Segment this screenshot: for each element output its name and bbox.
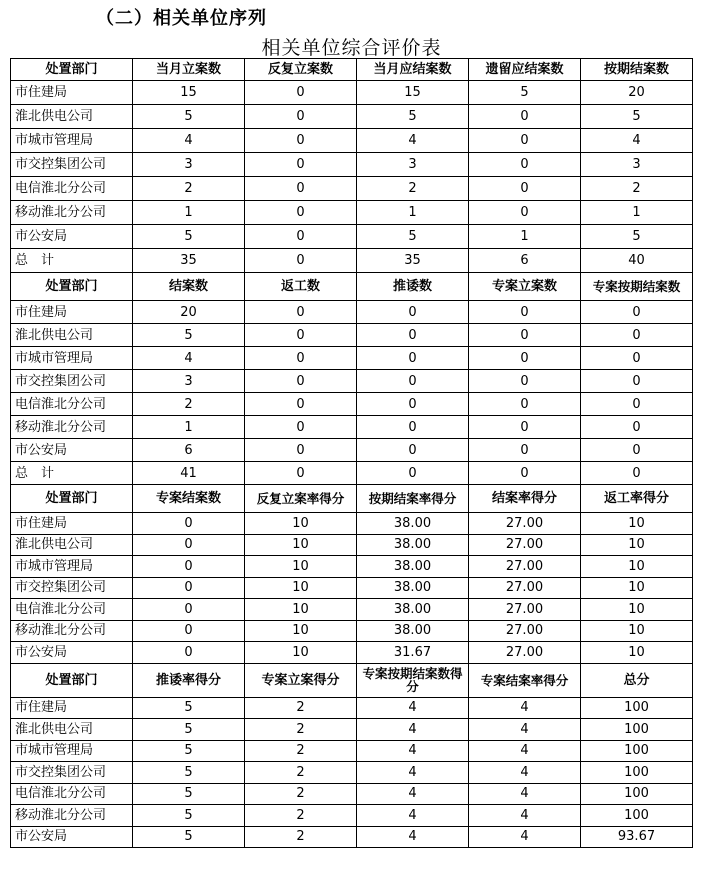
column-header: 专案按期结案数 bbox=[581, 273, 693, 301]
department-cell: 市公安局 bbox=[11, 225, 133, 249]
table-row bbox=[11, 620, 693, 642]
evaluation-table bbox=[10, 58, 693, 848]
value-cell: 38.00 bbox=[357, 556, 469, 578]
table-row bbox=[11, 513, 693, 535]
department-cell: 市住建局 bbox=[11, 697, 133, 719]
table-row bbox=[11, 556, 693, 578]
value-cell: 1 bbox=[581, 201, 693, 225]
value-cell: 20 bbox=[581, 81, 693, 105]
value-cell: 0 bbox=[357, 301, 469, 324]
value-cell: 4 bbox=[133, 129, 245, 153]
table-title: 相关单位综合评价表 bbox=[261, 37, 442, 59]
value-cell: 2 bbox=[245, 719, 357, 741]
value-cell: 4 bbox=[469, 826, 581, 848]
department-cell: 淮北供电公司 bbox=[11, 105, 133, 129]
value-cell: 5 bbox=[133, 826, 245, 848]
table-row bbox=[11, 762, 693, 784]
department-cell: 市交控集团公司 bbox=[11, 153, 133, 177]
table-header-row bbox=[11, 485, 693, 513]
table-row bbox=[11, 249, 693, 273]
value-cell: 0 bbox=[581, 393, 693, 416]
department-cell: 移动淮北分公司 bbox=[11, 805, 133, 827]
value-cell: 15 bbox=[357, 81, 469, 105]
value-cell: 0 bbox=[357, 462, 469, 485]
value-cell: 3 bbox=[133, 153, 245, 177]
table-row bbox=[11, 534, 693, 556]
value-cell: 35 bbox=[357, 249, 469, 273]
department-cell: 电信淮北分公司 bbox=[11, 599, 133, 621]
table-row bbox=[11, 393, 693, 416]
value-cell: 0 bbox=[469, 201, 581, 225]
value-cell: 0 bbox=[581, 347, 693, 370]
table-row bbox=[11, 697, 693, 719]
value-cell: 0 bbox=[245, 462, 357, 485]
table-row bbox=[11, 225, 693, 249]
department-cell: 市城市管理局 bbox=[11, 740, 133, 762]
department-cell: 淮北供电公司 bbox=[11, 324, 133, 347]
value-cell: 3 bbox=[357, 153, 469, 177]
department-cell: 市城市管理局 bbox=[11, 129, 133, 153]
department-cell: 市住建局 bbox=[11, 301, 133, 324]
value-cell: 93.67 bbox=[581, 826, 693, 848]
value-cell: 0 bbox=[469, 416, 581, 439]
value-cell: 10 bbox=[581, 556, 693, 578]
value-cell: 38.00 bbox=[357, 577, 469, 599]
value-cell: 4 bbox=[469, 719, 581, 741]
value-cell: 10 bbox=[581, 534, 693, 556]
value-cell: 0 bbox=[245, 153, 357, 177]
value-cell: 10 bbox=[245, 642, 357, 664]
value-cell: 2 bbox=[581, 177, 693, 201]
value-cell: 0 bbox=[133, 534, 245, 556]
value-cell: 100 bbox=[581, 762, 693, 784]
department-cell: 电信淮北分公司 bbox=[11, 783, 133, 805]
value-cell: 10 bbox=[581, 577, 693, 599]
value-cell: 0 bbox=[469, 177, 581, 201]
value-cell: 5 bbox=[133, 697, 245, 719]
column-header: 处置部门 bbox=[11, 663, 133, 697]
table-row bbox=[11, 105, 693, 129]
value-cell: 38.00 bbox=[357, 513, 469, 535]
value-cell: 4 bbox=[469, 805, 581, 827]
value-cell: 4 bbox=[357, 719, 469, 741]
table-row bbox=[11, 577, 693, 599]
column-header: 处置部门 bbox=[11, 59, 133, 81]
value-cell: 0 bbox=[245, 177, 357, 201]
value-cell: 0 bbox=[469, 301, 581, 324]
table-row bbox=[11, 826, 693, 848]
value-cell: 0 bbox=[581, 416, 693, 439]
value-cell: 4 bbox=[357, 762, 469, 784]
table-row bbox=[11, 740, 693, 762]
table-row bbox=[11, 416, 693, 439]
department-cell: 市住建局 bbox=[11, 81, 133, 105]
value-cell: 0 bbox=[245, 370, 357, 393]
value-cell: 1 bbox=[357, 201, 469, 225]
value-cell: 0 bbox=[245, 347, 357, 370]
value-cell: 27.00 bbox=[469, 577, 581, 599]
value-cell: 2 bbox=[245, 762, 357, 784]
value-cell: 4 bbox=[469, 783, 581, 805]
value-cell: 5 bbox=[581, 225, 693, 249]
value-cell: 0 bbox=[469, 129, 581, 153]
value-cell: 4 bbox=[357, 826, 469, 848]
column-header: 遗留应结案数 bbox=[469, 59, 581, 81]
value-cell: 10 bbox=[245, 556, 357, 578]
value-cell: 6 bbox=[469, 249, 581, 273]
column-header: 返工数 bbox=[245, 273, 357, 301]
value-cell: 0 bbox=[133, 642, 245, 664]
value-cell: 41 bbox=[133, 462, 245, 485]
value-cell: 4 bbox=[357, 697, 469, 719]
department-cell: 市公安局 bbox=[11, 826, 133, 848]
value-cell: 0 bbox=[469, 324, 581, 347]
table-row bbox=[11, 805, 693, 827]
value-cell: 0 bbox=[245, 416, 357, 439]
value-cell: 0 bbox=[357, 393, 469, 416]
department-cell: 市城市管理局 bbox=[11, 556, 133, 578]
department-cell: 市交控集团公司 bbox=[11, 577, 133, 599]
value-cell: 100 bbox=[581, 719, 693, 741]
value-cell: 38.00 bbox=[357, 620, 469, 642]
value-cell: 100 bbox=[581, 783, 693, 805]
value-cell: 0 bbox=[133, 599, 245, 621]
value-cell: 5 bbox=[357, 105, 469, 129]
value-cell: 0 bbox=[245, 81, 357, 105]
value-cell: 10 bbox=[581, 642, 693, 664]
value-cell: 0 bbox=[581, 324, 693, 347]
table-header-row bbox=[11, 663, 693, 697]
value-cell: 10 bbox=[245, 599, 357, 621]
value-cell: 0 bbox=[581, 301, 693, 324]
column-header: 反复立案率得分 bbox=[245, 485, 357, 513]
value-cell: 4 bbox=[469, 762, 581, 784]
column-header: 按期结案数 bbox=[581, 59, 693, 81]
value-cell: 2 bbox=[245, 783, 357, 805]
evaluation-table-body bbox=[11, 59, 693, 848]
value-cell: 40 bbox=[581, 249, 693, 273]
value-cell: 2 bbox=[133, 393, 245, 416]
table-row bbox=[11, 301, 693, 324]
value-cell: 0 bbox=[357, 439, 469, 462]
value-cell: 15 bbox=[133, 81, 245, 105]
value-cell: 0 bbox=[245, 393, 357, 416]
value-cell: 2 bbox=[245, 826, 357, 848]
value-cell: 3 bbox=[133, 370, 245, 393]
value-cell: 4 bbox=[357, 129, 469, 153]
value-cell: 27.00 bbox=[469, 513, 581, 535]
value-cell: 5 bbox=[357, 225, 469, 249]
table-row bbox=[11, 81, 693, 105]
value-cell: 0 bbox=[469, 153, 581, 177]
value-cell: 0 bbox=[133, 620, 245, 642]
department-cell: 移动淮北分公司 bbox=[11, 620, 133, 642]
value-cell: 5 bbox=[133, 719, 245, 741]
value-cell: 10 bbox=[245, 577, 357, 599]
column-header: 总分 bbox=[581, 663, 693, 697]
value-cell: 6 bbox=[133, 439, 245, 462]
value-cell: 0 bbox=[469, 439, 581, 462]
value-cell: 5 bbox=[133, 105, 245, 129]
value-cell: 5 bbox=[581, 105, 693, 129]
column-header: 结案率得分 bbox=[469, 485, 581, 513]
department-cell: 市交控集团公司 bbox=[11, 370, 133, 393]
value-cell: 0 bbox=[469, 347, 581, 370]
table-row bbox=[11, 783, 693, 805]
value-cell: 27.00 bbox=[469, 556, 581, 578]
department-cell: 移动淮北分公司 bbox=[11, 201, 133, 225]
value-cell: 27.00 bbox=[469, 642, 581, 664]
column-header: 处置部门 bbox=[11, 273, 133, 301]
value-cell: 1 bbox=[133, 416, 245, 439]
value-cell: 0 bbox=[245, 249, 357, 273]
table-row bbox=[11, 462, 693, 485]
value-cell: 10 bbox=[581, 599, 693, 621]
department-cell: 总 计 bbox=[11, 462, 133, 485]
department-cell: 移动淮北分公司 bbox=[11, 416, 133, 439]
value-cell: 0 bbox=[469, 105, 581, 129]
table-row bbox=[11, 642, 693, 664]
department-cell: 市交控集团公司 bbox=[11, 762, 133, 784]
table-row bbox=[11, 129, 693, 153]
value-cell: 38.00 bbox=[357, 599, 469, 621]
column-header: 推诿数 bbox=[357, 273, 469, 301]
column-header: 当月应结案数 bbox=[357, 59, 469, 81]
department-cell: 市公安局 bbox=[11, 642, 133, 664]
table-row bbox=[11, 370, 693, 393]
column-header: 专案立案得分 bbox=[245, 663, 357, 697]
value-cell: 5 bbox=[469, 81, 581, 105]
value-cell: 5 bbox=[133, 762, 245, 784]
department-cell: 电信淮北分公司 bbox=[11, 177, 133, 201]
value-cell: 5 bbox=[133, 225, 245, 249]
value-cell: 4 bbox=[357, 740, 469, 762]
value-cell: 2 bbox=[357, 177, 469, 201]
value-cell: 1 bbox=[133, 201, 245, 225]
value-cell: 2 bbox=[245, 740, 357, 762]
table-row bbox=[11, 201, 693, 225]
value-cell: 0 bbox=[245, 324, 357, 347]
value-cell: 0 bbox=[581, 370, 693, 393]
value-cell: 35 bbox=[133, 249, 245, 273]
value-cell: 0 bbox=[357, 324, 469, 347]
column-header: 专案结案率得分 bbox=[469, 663, 581, 697]
value-cell: 5 bbox=[133, 324, 245, 347]
value-cell: 27.00 bbox=[469, 620, 581, 642]
value-cell: 100 bbox=[581, 805, 693, 827]
department-cell: 市公安局 bbox=[11, 439, 133, 462]
value-cell: 0 bbox=[245, 201, 357, 225]
value-cell: 0 bbox=[469, 370, 581, 393]
table-row bbox=[11, 439, 693, 462]
table-header-row bbox=[11, 273, 693, 301]
value-cell: 0 bbox=[581, 439, 693, 462]
value-cell: 5 bbox=[133, 805, 245, 827]
department-cell: 市城市管理局 bbox=[11, 347, 133, 370]
value-cell: 4 bbox=[133, 347, 245, 370]
column-header: 当月立案数 bbox=[133, 59, 245, 81]
value-cell: 0 bbox=[581, 462, 693, 485]
value-cell: 0 bbox=[245, 439, 357, 462]
value-cell: 2 bbox=[245, 805, 357, 827]
value-cell: 2 bbox=[245, 697, 357, 719]
table-row bbox=[11, 719, 693, 741]
column-header: 结案数 bbox=[133, 273, 245, 301]
value-cell: 0 bbox=[469, 393, 581, 416]
value-cell: 10 bbox=[245, 513, 357, 535]
value-cell: 5 bbox=[133, 740, 245, 762]
value-cell: 1 bbox=[469, 225, 581, 249]
table-row bbox=[11, 324, 693, 347]
value-cell: 4 bbox=[469, 697, 581, 719]
table-row bbox=[11, 347, 693, 370]
value-cell: 10 bbox=[581, 620, 693, 642]
value-cell: 0 bbox=[357, 347, 469, 370]
value-cell: 20 bbox=[133, 301, 245, 324]
value-cell: 0 bbox=[245, 105, 357, 129]
table-header-row bbox=[11, 59, 693, 81]
value-cell: 5 bbox=[133, 783, 245, 805]
department-cell: 市住建局 bbox=[11, 513, 133, 535]
value-cell: 31.67 bbox=[357, 642, 469, 664]
value-cell: 10 bbox=[245, 620, 357, 642]
value-cell: 2 bbox=[133, 177, 245, 201]
value-cell: 27.00 bbox=[469, 534, 581, 556]
value-cell: 100 bbox=[581, 740, 693, 762]
column-header: 专案按期结案数得分 bbox=[357, 663, 469, 697]
department-cell: 总 计 bbox=[11, 249, 133, 273]
value-cell: 0 bbox=[245, 225, 357, 249]
value-cell: 4 bbox=[357, 805, 469, 827]
value-cell: 0 bbox=[245, 129, 357, 153]
value-cell: 10 bbox=[245, 534, 357, 556]
value-cell: 4 bbox=[357, 783, 469, 805]
value-cell: 4 bbox=[469, 740, 581, 762]
value-cell: 0 bbox=[133, 513, 245, 535]
value-cell: 38.00 bbox=[357, 534, 469, 556]
value-cell: 0 bbox=[357, 370, 469, 393]
table-row bbox=[11, 599, 693, 621]
column-header: 推诿率得分 bbox=[133, 663, 245, 697]
value-cell: 27.00 bbox=[469, 599, 581, 621]
value-cell: 0 bbox=[357, 416, 469, 439]
value-cell: 0 bbox=[133, 577, 245, 599]
department-cell: 淮北供电公司 bbox=[11, 534, 133, 556]
table-row bbox=[11, 153, 693, 177]
column-header: 返工率得分 bbox=[581, 485, 693, 513]
table-row bbox=[11, 177, 693, 201]
column-header: 专案结案数 bbox=[133, 485, 245, 513]
column-header: 反复立案数 bbox=[245, 59, 357, 81]
department-cell: 淮北供电公司 bbox=[11, 719, 133, 741]
value-cell: 3 bbox=[581, 153, 693, 177]
column-header: 专案立案数 bbox=[469, 273, 581, 301]
value-cell: 0 bbox=[245, 301, 357, 324]
column-header: 处置部门 bbox=[11, 485, 133, 513]
value-cell: 4 bbox=[581, 129, 693, 153]
value-cell: 0 bbox=[133, 556, 245, 578]
value-cell: 100 bbox=[581, 697, 693, 719]
department-cell: 电信淮北分公司 bbox=[11, 393, 133, 416]
value-cell: 10 bbox=[581, 513, 693, 535]
column-header: 按期结案率得分 bbox=[357, 485, 469, 513]
section-title: （二）相关单位序列 bbox=[96, 8, 267, 29]
value-cell: 0 bbox=[469, 462, 581, 485]
